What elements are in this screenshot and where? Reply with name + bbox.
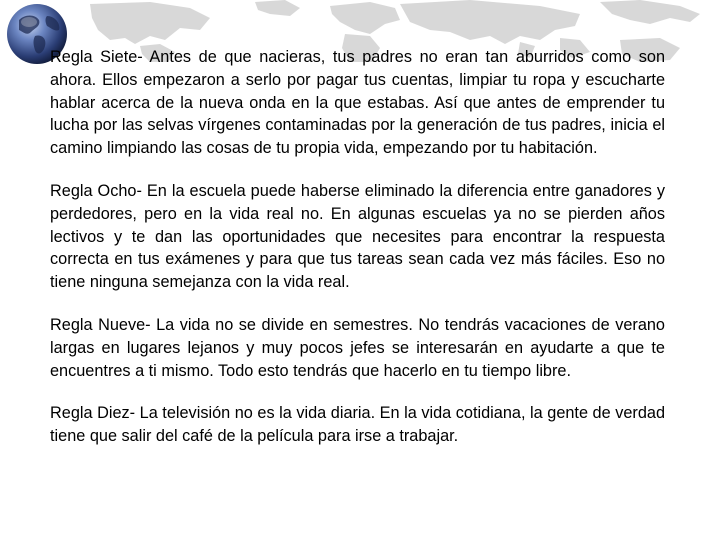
rule-8-paragraph: [50, 180, 665, 294]
rule-9-text: - La vida no se divide en semestres. No tendrás vacaciones de verano largas en lugares lejanos y muy pocos jefes se interesarán en ayudarte a que te encuentres a ti mismo. Todo esto tendrás que hacerlo en tu tiempo libre.: [50, 315, 665, 380]
rule-10-text: - La televisión no es la vida diaria. En la vida cotidiana, la gente de verdad tiene que salir del café de la película para irse a trabajar.: [50, 404, 666, 446]
rule-10-title: Regla Diez: [50, 404, 130, 423]
rule-8-title: Regla Ocho: [50, 181, 137, 200]
rule-10-paragraph: [50, 402, 665, 448]
rules-text: [50, 46, 665, 448]
rule-8-text: - En la escuela puede haberse eliminado la diferencia entre ganadores y perdedores, pero en la vida real no. En algunas escuelas ya no se pierden años lectivos y te dan las oportunidades que necesites para encontrar la respuesta correcta en tus exámenes y para que tus tareas sean cada vez más fáciles. Eso no tiene ninguna semejanza con la vida real.: [50, 181, 665, 292]
rule-7-text: - Antes de que nacieras, tus padres no eran tan aburridos como son ahora. Ellos empezaron a serlo por pagar tus cuentas, limpiar tu ropa y escucharte hablar acerca de la nueva onda en la que estabas. Así que antes de emprender tu lucha por las selvas vírgenes contaminadas por la generación de tus padres, inicia el camino limpiando las cosas de tu propia vida, empezando por tu habitación.: [50, 48, 665, 158]
rule-7-paragraph: [50, 46, 665, 160]
rule-9-paragraph: [50, 314, 665, 382]
rule-7-title: Regla Siete: [50, 48, 138, 66]
rule-9-title: Regla Nueve: [50, 315, 146, 334]
